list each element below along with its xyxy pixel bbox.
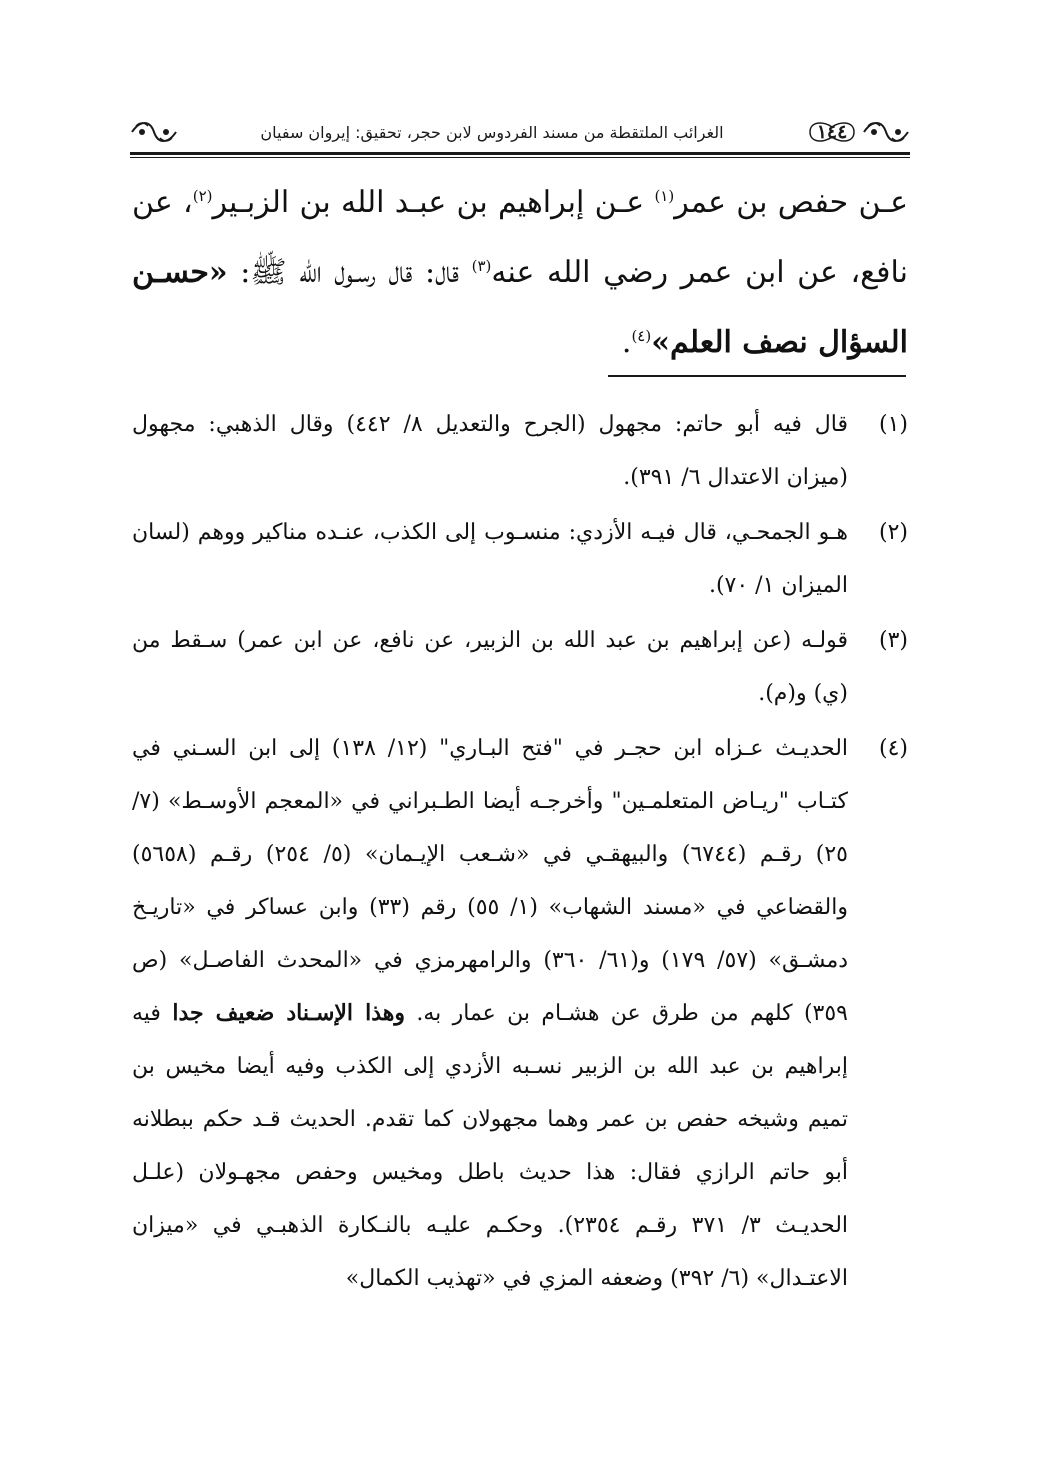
footnote-text-c: فيه إبراهيم بن عبد الله بن الزبير نسـبه الأزدي إلى الكذب وفيه أيضا مخيس بن تميم وشيخه حفص بن عمر وهما مجهولان كما تقدم. الحديث قـد حكم ببطلانه أبو حاتم الرازي فقال: هذا حديث باطل ومخيس وحفص مجهـولان (علـل الحديـث ٣/ ٣٧١ رقـم ٢٣٥٤). وحكـم عليـه بالنـكارة الذهبـي في «ميزان الاعتـدال» (٦/ ٣٩٢) وضعفه المزي في «تهذيب الكمال»: [132, 1001, 849, 1291]
footnote-number: (٣): [878, 628, 908, 653]
isnad-part-4: قال: قال رسـول الله ﷺ:: [227, 255, 460, 290]
footnotes: [132, 398, 908, 1307]
running-header: [130, 112, 910, 152]
footnote-4: [132, 722, 908, 1305]
footnote-2: [132, 506, 908, 612]
footnote-ref-4: (٤): [631, 327, 652, 345]
footnote-text: هـو الجمحـي، قال فيـه الأزدي: منسـوب إلى الكذب، عنـده مناكير ووهم (لسان الميزان ١/ ٧٠).: [132, 520, 848, 598]
footnote-text-a: الحديـث عـزاه ابن حجـر في "فتح البـاري" (١٢/ ١٣٨) إلى ابن السـني في كتـاب "ريـاض المتعلمـين" وأخرجـه أيضا الطـبراني في «المعجم الأوسـط» (٧/ ٢٥) رقـم (٦٧٤٤) والبيهقـي في «شـعب الإيـمان» (٥/ ٢٥٤) رقـم (٥٦٥٨) والقضاعي في «مسند الشهاب» (١/ ٥٥) رقم (٣٣) وابن عساكر في «تاريـخ دمشـق» (٥٧/ ١٧٩) و(٦١/ ٣٦٠) والرامهرمزي في «المحدث الفاصـل» (ص ٣٥٩) كلهم من طرق عن هشـام بن عمار به.: [132, 736, 849, 1026]
ornament-right-icon: [862, 118, 910, 146]
footnote-ref-1: (١): [654, 187, 675, 205]
isnad-part-1: عـن حفص بن عمر: [674, 185, 909, 220]
footnote-separator: [608, 375, 906, 377]
period: .: [621, 325, 632, 360]
footnote-judgement: وهذا الإسـناد ضعيف جدا: [172, 1000, 405, 1026]
footnote-ref-2: (٢): [192, 187, 213, 205]
footnote-3: [132, 614, 908, 720]
footnote-text: قال فيه أبو حاتم: مجهول (الجرح والتعديل ٨/ ٤٤٢) وقال الذهبي: مجهول (ميزان الاعتدال ٦/ ٣٩١).: [132, 412, 849, 490]
isnad-part-2: عـن إبراهيم بن عبـد الله بن الزبـير: [212, 185, 645, 220]
page-number: ١٤٤: [816, 121, 848, 143]
header-rule-thin: [130, 157, 910, 158]
footnote-ref-3: (٣): [471, 257, 492, 275]
hadith-matn: «حسـن السؤال نصف العلم»: [132, 255, 908, 360]
running-title: الغرائب الملتقطة من مسند الفردوس لابن حجر، تحقيق: إيروان سفيان: [260, 122, 724, 142]
footnote-number: (١): [878, 412, 908, 437]
footnote-text: قولـه (عن إبراهيم بن عبد الله بن الزبير، عن نافع، عن ابن عمر) سـقط من (ي) و(م).: [132, 628, 848, 706]
header-rule: [130, 152, 910, 155]
footnote-text: [132, 722, 848, 1305]
footnote-number: (٤): [878, 736, 908, 761]
page-number-frame: [806, 117, 858, 147]
footnote-number: (٢): [878, 520, 908, 545]
ornament-left-icon: [130, 118, 178, 146]
isnad-part-3: ، عن نافع، عن ابن عمر رضي الله عنه: [132, 185, 908, 290]
footnote-1: [132, 398, 908, 504]
hadith-text: [132, 168, 908, 378]
